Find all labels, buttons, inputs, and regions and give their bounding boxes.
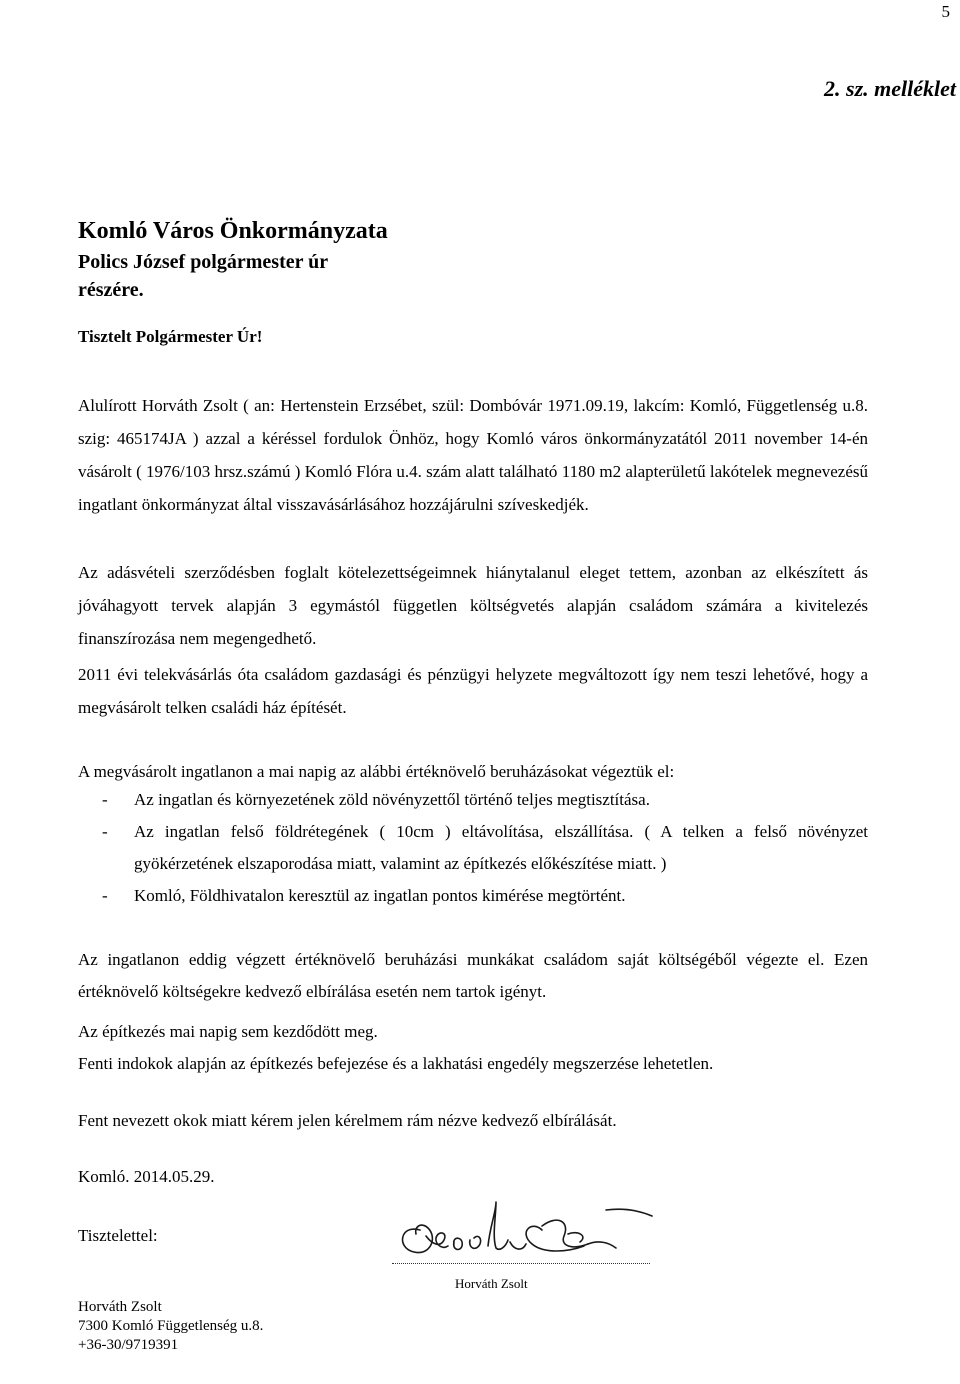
salutation: Tisztelt Polgármester Úr! bbox=[78, 327, 263, 346]
bullet-dash: - bbox=[102, 822, 108, 841]
addressee-person: Polics József polgármester úr bbox=[78, 251, 329, 273]
list-item bbox=[78, 784, 868, 816]
sender-block bbox=[78, 1298, 263, 1355]
paragraph-situation: 2011 évi telekvásárlás óta családom gazdasági és pénzügyi helyzete megváltozott így nem teszi lehetővé, hogy a megvásárolt telken családi ház építését. bbox=[78, 665, 868, 717]
paragraph-impossible: Fenti indokok alapján az építkezés befejezése és a lakhatási engedély megszerzése lehetetlen. bbox=[78, 1054, 714, 1073]
paragraph-not-started: Az építkezés mai napig sem kezdődött meg. bbox=[78, 1022, 378, 1041]
sender-name: Horváth Zsolt bbox=[78, 1299, 162, 1315]
list-item bbox=[78, 816, 868, 880]
list-item-text: Komló, Földhivatalon keresztül az ingatlan pontos kimérése megtörtént. bbox=[134, 886, 626, 905]
investment-list bbox=[78, 784, 868, 912]
bullet-dash: - bbox=[102, 790, 108, 809]
sender-address: 7300 Komló Függetlenség u.8. bbox=[78, 1318, 264, 1334]
place-date: Komló. 2014.05.29. bbox=[78, 1167, 215, 1186]
list-item-text: Az ingatlan felső földrétegének ( 10cm ) eltávolítása, elszállítása. ( A telken a felső növényzet gyökérzetének elszaporodása miatt, valamint az építkezés előkészítése miatt. ) bbox=[134, 822, 868, 873]
sender-phone: +36-30/9719391 bbox=[78, 1337, 179, 1353]
paragraph-investments-intro: A megvásárolt ingatlanon a mai napig az alábbi értéknövelő beruházásokat végeztük el: bbox=[78, 762, 675, 781]
paragraph-request: Alulírott Horváth Zsolt ( an: Hertenstein Erzsébet, szül: Dombóvár 1971.09.19, lakcím: Komló, Függetlenség u.8. szig: 465174JA ) azzal a kéréssel fordulok Önhöz, hogy Komló város önkormányzatától 2011 november 14-én vásárolt ( 1976/103 hrsz.számú ) Komló Flóra u.4. szám alatt található 1180 m2 alapterületű lakótelek megnevezésű ingatlant önkormányzat által visszavásárlásához hozzájárulni szíveskedjék. bbox=[78, 396, 868, 514]
list-item-text: Az ingatlan és környezetének zöld növényzettől történő teljes megtisztítása. bbox=[134, 790, 650, 809]
closing: Tisztelettel: bbox=[78, 1226, 158, 1245]
paragraph-obligations: Az adásvételi szerződésben foglalt kötelezettségeimnek hiánytalanul eleget tettem, azonban az elkészített ás jóváhagyott tervek alapján 3 egymástól független költségvetés alapján családom számára a kivitelezés finanszírozása nem megengedhető. bbox=[78, 563, 868, 648]
list-item bbox=[78, 880, 868, 912]
signature-printed-name: Horváth Zsolt bbox=[455, 1276, 528, 1291]
addressee-organization: Komló Város Önkormányzata bbox=[78, 218, 388, 244]
paragraph-costs: Az ingatlanon eddig végzett értéknövelő beruházási munkákat családom saját költségéből végezte el. Ezen értéknövelő költségekre kedvező elbírálása esetén nem tartok igényt. bbox=[78, 950, 868, 1001]
page-number: 5 bbox=[941, 2, 950, 21]
annex-label: 2. sz. melléklet bbox=[824, 76, 956, 101]
handwritten-signature bbox=[392, 1196, 654, 1262]
signature-line bbox=[392, 1263, 650, 1264]
paragraph-final-request: Fent nevezett okok miatt kérem jelen kérelmem rám nézve kedvező elbírálását. bbox=[78, 1111, 617, 1130]
addressee-for: részére. bbox=[78, 279, 144, 301]
bullet-dash: - bbox=[102, 886, 108, 905]
